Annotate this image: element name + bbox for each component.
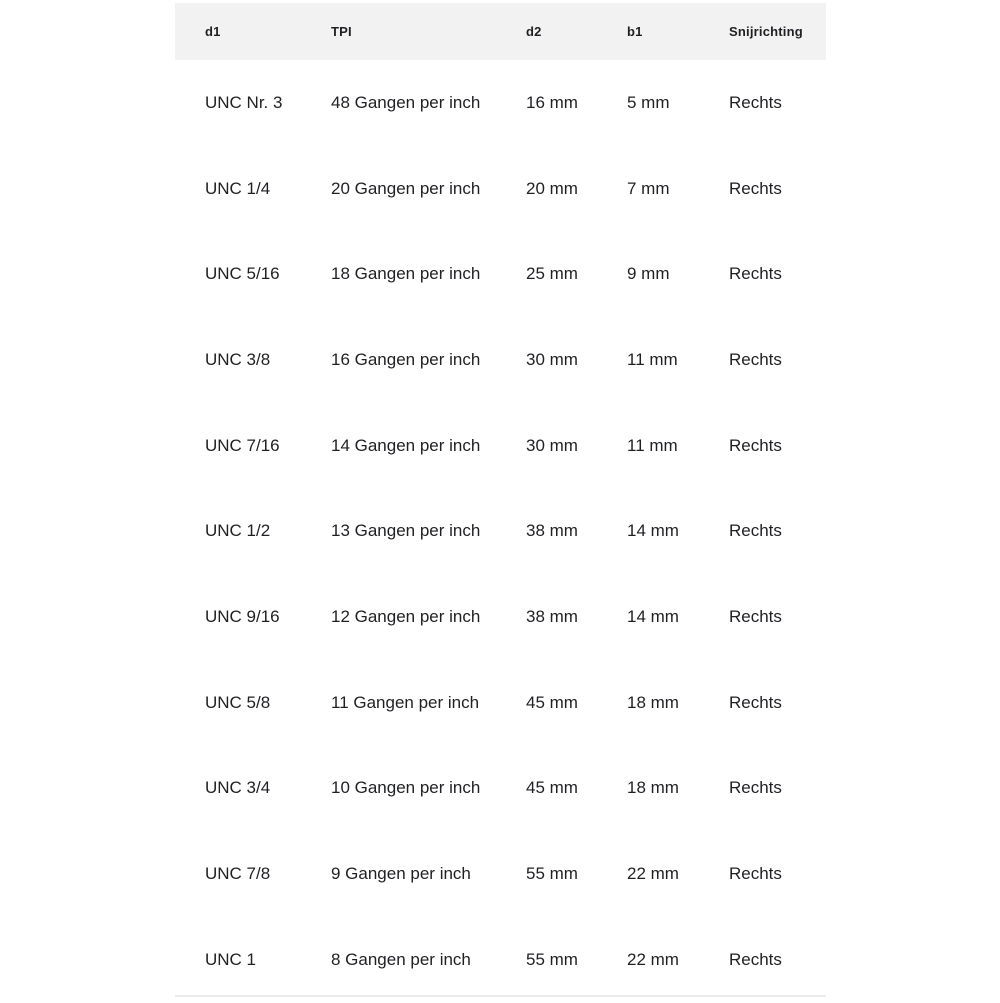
table-header-row (175, 3, 826, 60)
cell-d1: UNC 5/8 (205, 692, 271, 712)
cell-d1: UNC 9/16 (205, 606, 280, 626)
cell-b1: 11 mm (627, 349, 678, 369)
cell-snijrichting: Rechts (729, 349, 782, 369)
cell-d2: 55 mm (526, 949, 578, 969)
cell-d2: 38 mm (526, 521, 578, 541)
cell-d1: UNC 3/8 (205, 349, 271, 369)
cell-b1: 14 mm (627, 521, 679, 541)
cell-b1: 18 mm (627, 778, 679, 798)
cell-tpi: 14 Gangen per inch (331, 435, 481, 455)
table-row (175, 317, 826, 403)
cell-snijrichting: Rechts (729, 606, 782, 626)
table-row (175, 403, 826, 489)
cell-d1: UNC 7/16 (205, 435, 280, 455)
cell-snijrichting: Rechts (729, 92, 782, 112)
table-row (175, 746, 826, 832)
cell-b1: 22 mm (627, 949, 679, 969)
cell-d2: 55 mm (526, 864, 578, 884)
table-row (175, 660, 826, 746)
cell-b1: 9 mm (627, 264, 670, 284)
cell-d2: 45 mm (526, 778, 578, 798)
cell-b1: 18 mm (627, 692, 679, 712)
thread-spec-table (175, 3, 826, 1003)
cell-tpi: 13 Gangen per inch (331, 521, 481, 541)
cell-snijrichting: Rechts (729, 778, 782, 798)
table-row (175, 146, 826, 232)
cell-tpi: 48 Gangen per inch (331, 92, 481, 112)
cell-d2: 16 mm (526, 92, 578, 112)
table-body (175, 60, 826, 1003)
cell-b1: 11 mm (627, 435, 678, 455)
cell-d1: UNC 7/8 (205, 864, 271, 884)
table-row (175, 231, 826, 317)
cell-d1: UNC 3/4 (205, 778, 271, 798)
table-row (175, 831, 826, 917)
cell-d1: UNC 1 (205, 949, 257, 969)
cell-tpi: 20 Gangen per inch (331, 178, 481, 198)
cell-snijrichting: Rechts (729, 264, 782, 284)
cell-d2: 38 mm (526, 606, 578, 626)
cell-d1: UNC 1/4 (205, 178, 271, 198)
table-bottom-divider (175, 995, 826, 997)
cell-d2: 20 mm (526, 178, 578, 198)
cell-snijrichting: Rechts (729, 521, 782, 541)
cell-tpi: 8 Gangen per inch (331, 949, 471, 969)
cell-d2: 25 mm (526, 264, 578, 284)
cell-tpi: 11 Gangen per inch (331, 692, 480, 712)
cell-d1: UNC Nr. 3 (205, 92, 283, 112)
table-row (175, 60, 826, 146)
cell-d1: UNC 5/16 (205, 264, 280, 284)
table-row (175, 488, 826, 574)
cell-d2: 30 mm (526, 349, 578, 369)
cell-snijrichting: Rechts (729, 178, 782, 198)
cell-tpi: 18 Gangen per inch (331, 264, 481, 284)
cell-tpi: 9 Gangen per inch (331, 864, 471, 884)
cell-tpi: 10 Gangen per inch (331, 778, 481, 798)
column-header-b1: b1 (627, 24, 643, 39)
column-header-d1: d1 (205, 24, 221, 39)
cell-b1: 7 mm (627, 178, 670, 198)
table-row (175, 574, 826, 660)
cell-snijrichting: Rechts (729, 949, 782, 969)
cell-tpi: 16 Gangen per inch (331, 349, 481, 369)
cell-snijrichting: Rechts (729, 435, 782, 455)
cell-b1: 14 mm (627, 606, 679, 626)
column-header-tpi: TPI (331, 24, 352, 39)
cell-d2: 45 mm (526, 692, 578, 712)
cell-d2: 30 mm (526, 435, 578, 455)
cell-b1: 22 mm (627, 864, 679, 884)
column-header-d2: d2 (526, 24, 542, 39)
cell-tpi: 12 Gangen per inch (331, 606, 481, 626)
cell-snijrichting: Rechts (729, 864, 782, 884)
cell-b1: 5 mm (627, 92, 670, 112)
column-header-snijrichting: Snijrichting (729, 24, 803, 39)
cell-d1: UNC 1/2 (205, 521, 271, 541)
cell-snijrichting: Rechts (729, 692, 782, 712)
table-row (175, 917, 826, 1003)
